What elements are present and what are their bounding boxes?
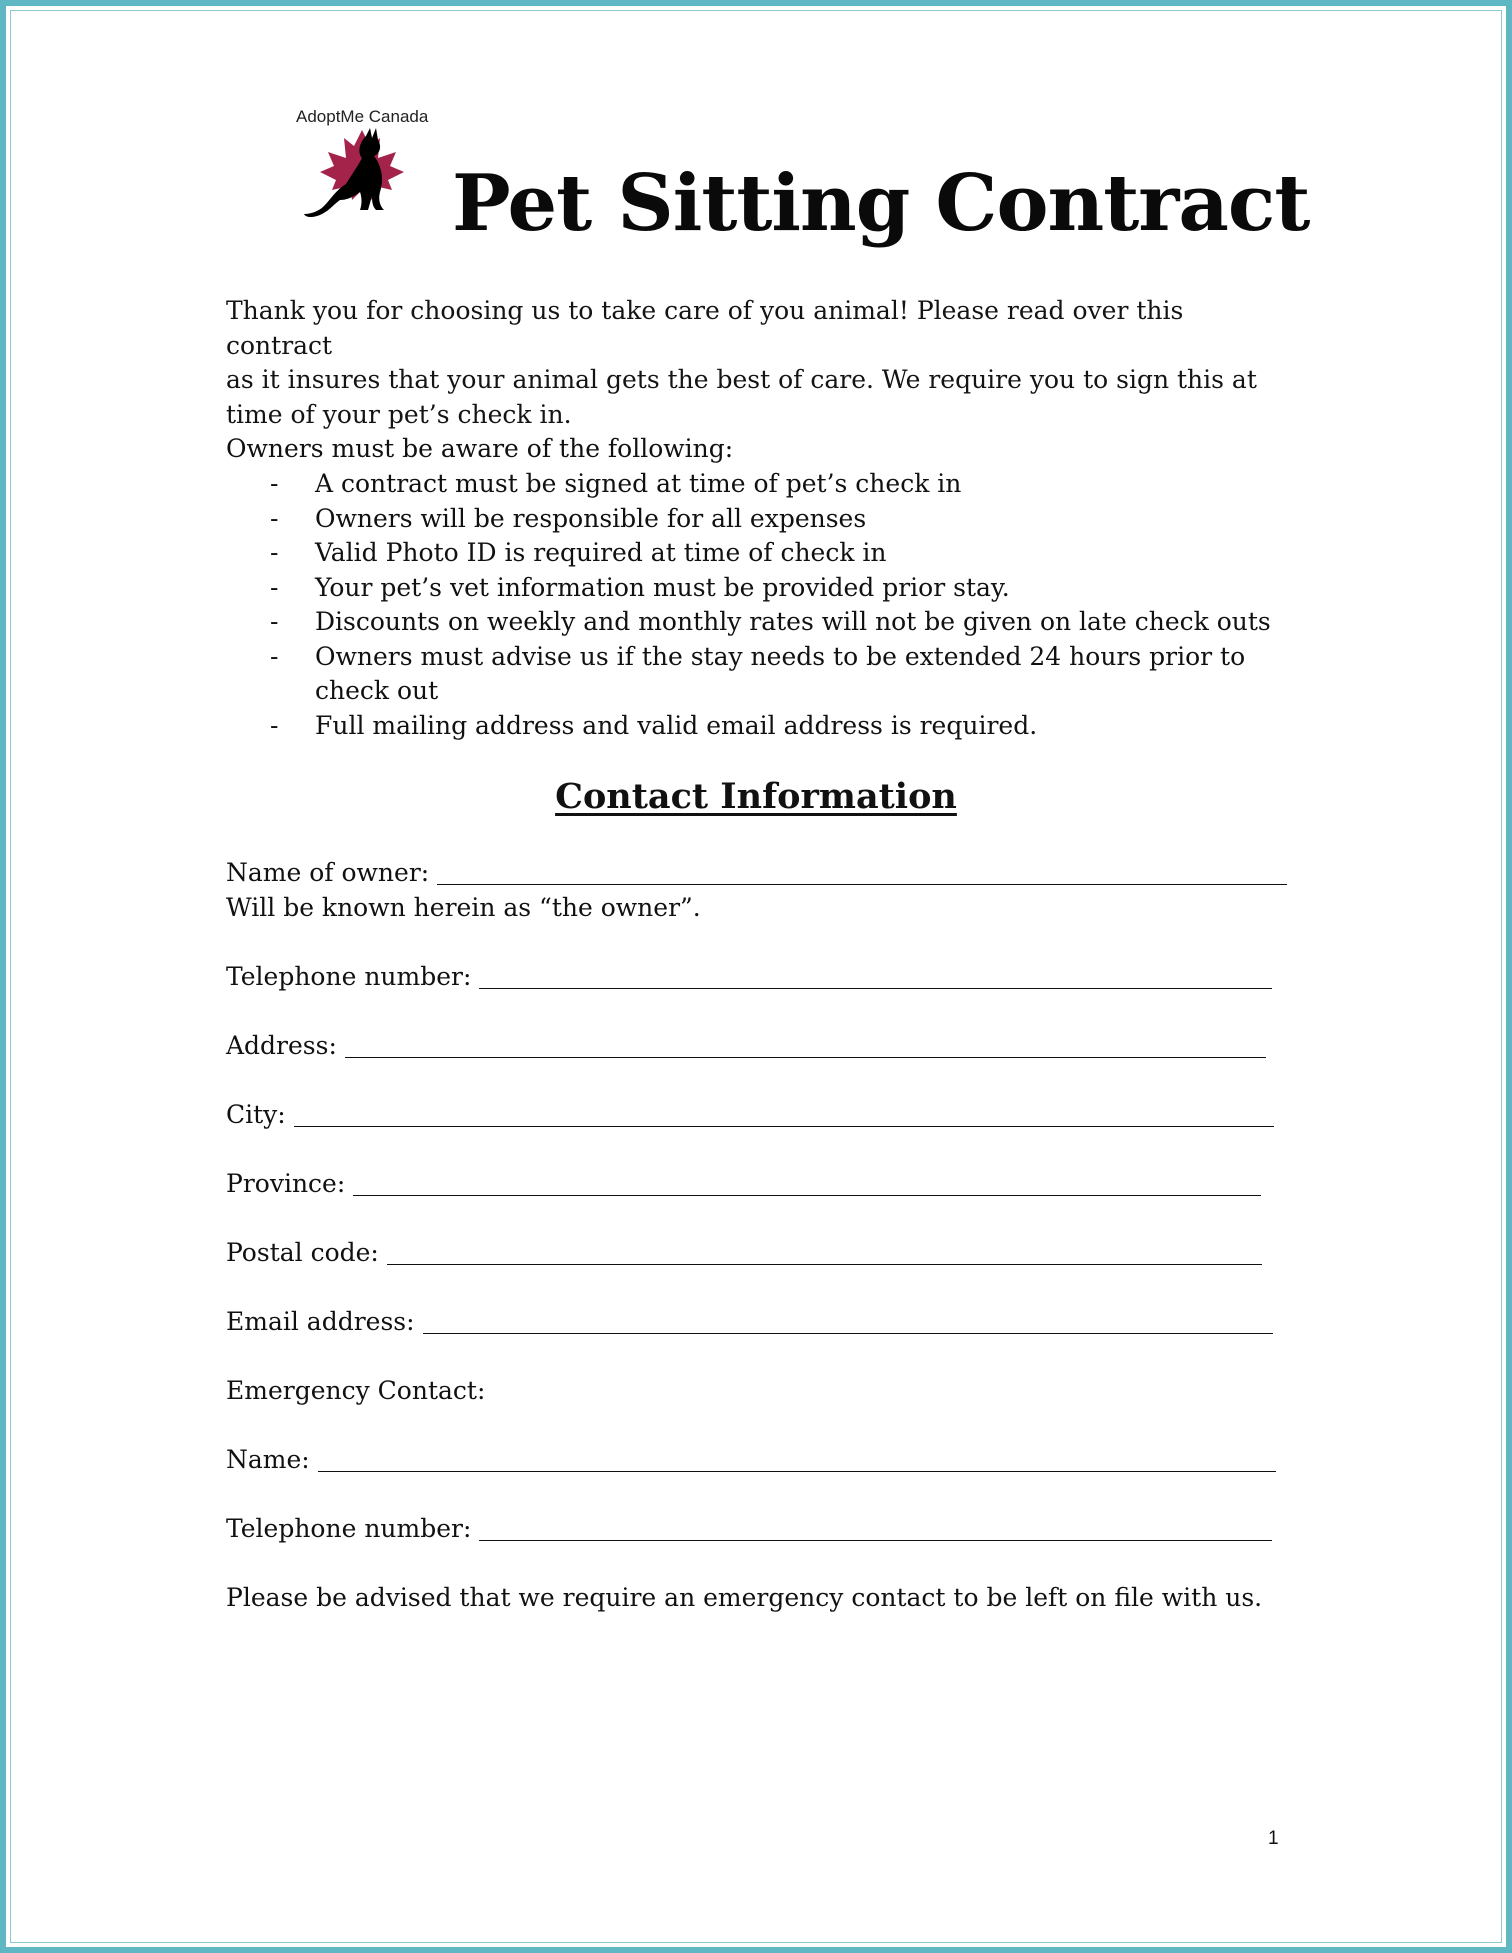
address-field[interactable] — [226, 1029, 1266, 1064]
list-item: - Your pet’s vet information must be provided prior stay. — [270, 572, 1010, 602]
postal-code-input-line[interactable] — [387, 1238, 1262, 1265]
emergency-name-label: Name: — [226, 1445, 310, 1474]
org-name: AdoptMe Canada — [296, 107, 429, 126]
contact-section-title: Contact Information — [555, 776, 957, 817]
emergency-telephone-input-line[interactable] — [479, 1514, 1272, 1541]
telephone-label: Telephone number: — [226, 962, 472, 991]
emergency-advisory: Please be advised that we require an emergency contact to be left on file with us. — [226, 1583, 1263, 1612]
page-number: 1 — [1268, 1828, 1279, 1849]
postal-code-label: Postal code: — [226, 1238, 379, 1267]
owner-name-field[interactable] — [226, 856, 1287, 891]
postal-code-field[interactable] — [226, 1236, 1262, 1271]
province-input-line[interactable] — [353, 1169, 1261, 1196]
emergency-telephone-field[interactable] — [226, 1512, 1272, 1547]
city-field[interactable] — [226, 1098, 1274, 1133]
list-item: - Owners will be responsible for all expenses — [270, 503, 867, 533]
list-item: - Discounts on weekly and monthly rates will not be given on late check outs — [270, 607, 1271, 636]
owner-name-input-line[interactable] — [437, 858, 1287, 885]
page-title: Pet Sitting Contract — [452, 158, 1310, 249]
telephone-field[interactable] — [226, 960, 1272, 995]
owner-name-label: Name of owner: — [226, 858, 430, 887]
intro-paragraph — [226, 294, 1296, 432]
intro-line: as it insures that your animal gets the best of care. We require you to sign this at — [226, 365, 1257, 394]
province-label: Province: — [226, 1169, 346, 1198]
email-input-line[interactable] — [423, 1307, 1273, 1334]
address-label: Address: — [226, 1031, 337, 1060]
telephone-input-line[interactable] — [479, 962, 1272, 989]
maple-leaf-cat-logo-icon — [300, 124, 412, 224]
city-input-line[interactable] — [294, 1100, 1274, 1127]
emergency-contact-heading: Emergency Contact: — [226, 1376, 486, 1405]
list-item: - Full mailing address and valid email address is required. — [270, 710, 1038, 740]
email-field[interactable] — [226, 1305, 1273, 1340]
list-item: - A contract must be signed at time of pet’s check in — [270, 469, 962, 498]
emergency-name-field[interactable] — [226, 1443, 1276, 1478]
email-label: Email address: — [226, 1307, 415, 1336]
emergency-name-input-line[interactable] — [318, 1445, 1276, 1472]
intro-line: time of your pet’s check in. — [226, 399, 572, 429]
intro-line: Thank you for choosing us to take care of you animal! Please read over this contract — [226, 296, 1184, 360]
city-label: City: — [226, 1100, 286, 1129]
list-item: - Owners must advise us if the stay needs to be extended 24 hours prior to check out — [270, 641, 1246, 705]
requirements-list — [226, 467, 1306, 743]
owners-heading: Owners must be aware of the following: — [226, 434, 734, 463]
emergency-telephone-label: Telephone number: — [226, 1514, 472, 1543]
list-item: - Valid Photo ID is required at time of check in — [270, 538, 887, 567]
address-input-line[interactable] — [345, 1031, 1266, 1058]
owner-note: Will be known herein as “the owner”. — [226, 893, 701, 922]
province-field[interactable] — [226, 1167, 1261, 1202]
